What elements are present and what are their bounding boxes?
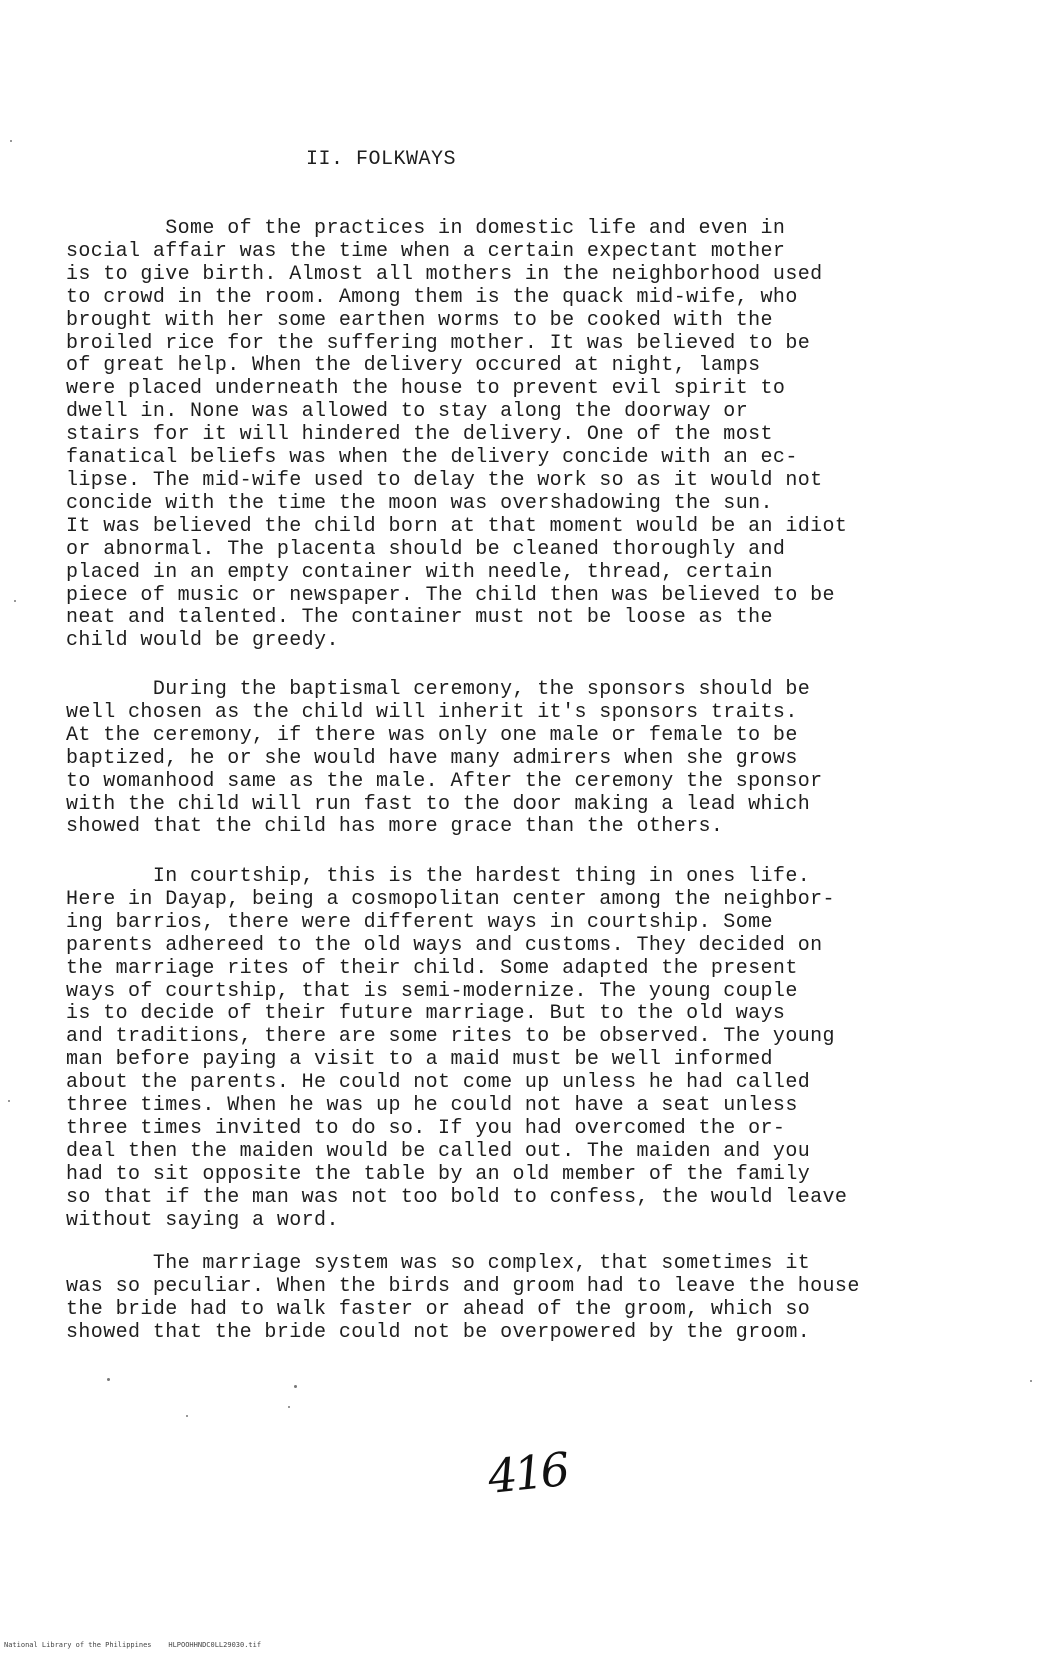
scan-speck xyxy=(294,1385,297,1388)
scan-speck xyxy=(107,1378,110,1381)
text-line: to womanhood same as the male. After the ceremony the sponsor xyxy=(66,769,823,793)
text-line: man before paying a visit to a maid must be well informed xyxy=(66,1048,773,1072)
text-line: so that if the man was not too bold to confess, the would leave xyxy=(66,1185,848,1209)
paragraph-childbirth xyxy=(66,218,966,653)
text-line: and traditions, there are some rites to be observed. The young xyxy=(66,1025,835,1049)
text-line: parents adhereed to the old ways and customs. They decided on xyxy=(66,933,823,957)
text-line: showed that the bride could not be overpowered by the groom. xyxy=(66,1320,811,1344)
scan-speck xyxy=(288,1406,290,1408)
text-line: dwell in. None was allowed to stay along the doorway or xyxy=(66,400,749,424)
text-line: three times. When he was up he could not have a seat unless xyxy=(66,1094,798,1118)
text-line: showed that the child has more grace than the others. xyxy=(66,815,724,839)
text-line: During the baptismal ceremony, the sponsors should be xyxy=(66,678,811,701)
text-line: three times invited to do so. If you had overcomed the or- xyxy=(66,1116,786,1140)
text-line: brought with her some earthen worms to be cooked with the xyxy=(66,308,773,332)
text-line: baptized, he or she would have many admirers when she grows xyxy=(66,746,798,770)
text-line: were placed underneath the house to prevent evil spirit to xyxy=(66,377,786,401)
section-title: II. FOLKWAYS xyxy=(306,148,457,171)
text-line: the bride had to walk faster or ahead of the groom, which so xyxy=(66,1297,811,1321)
scan-speck xyxy=(10,140,12,142)
text-line: placed in an empty container with needle, thread, certain xyxy=(66,560,773,584)
text-line: Here in Dayap, being a cosmopolitan center among the neighbor- xyxy=(66,887,835,911)
text-line: stairs for it will hindered the delivery. One of the most xyxy=(66,423,773,447)
text-line: well chosen as the child will inherit it's sponsors traits. xyxy=(66,700,798,724)
text-line: deal then the maiden would be called out. The maiden and you xyxy=(66,1139,811,1163)
text-line: Some of the practices in domestic life and even in xyxy=(66,217,786,240)
text-line: was so peculiar. When the birds and groom had to leave the house xyxy=(66,1274,860,1298)
text-line: It was believed the child born at that moment would be an idiot xyxy=(66,514,848,538)
text-line: ing barrios, there were different ways in courtship. Some xyxy=(66,910,773,934)
text-line: The marriage system was so complex, that sometimes it xyxy=(66,1252,811,1275)
text-line: about the parents. He could not come up unless he had called xyxy=(66,1071,811,1095)
text-line: is to decide of their future marriage. But to the old ways xyxy=(66,1002,786,1026)
scan-speck xyxy=(186,1415,188,1417)
scan-footer: National Library of the Philippines HLPOOHHNDC0LL29030.tif xyxy=(4,1641,262,1649)
text-line: At the ceremony, if there was only one male or female to be xyxy=(66,723,798,747)
text-line: social affair was the time when a certain expectant mother xyxy=(66,239,786,263)
text-line: neat and talented. The container must not be loose as the xyxy=(66,606,773,630)
scan-speck xyxy=(1030,1380,1032,1382)
handwritten-page-number: 416 xyxy=(485,1442,570,1504)
text-line: to crowd in the room. Among them is the quack mid-wife, who xyxy=(66,285,798,309)
paragraph-marriage xyxy=(66,1253,966,1345)
text-line: lipse. The mid-wife used to delay the work so as it would not xyxy=(66,468,823,492)
paragraph-courtship xyxy=(66,866,966,1233)
text-line: is to give birth. Almost all mothers in the neighborhood used xyxy=(66,262,823,286)
text-line: In courtship, this is the hardest thing in ones life. xyxy=(66,865,811,888)
text-line: child would be greedy. xyxy=(66,629,339,653)
scan-speck xyxy=(8,1100,10,1102)
text-line: broiled rice for the suffering mother. It was believed to be xyxy=(66,331,811,355)
text-line: of great help. When the delivery occured at night, lamps xyxy=(66,354,761,378)
text-line: piece of music or newspaper. The child then was believed to be xyxy=(66,583,835,607)
text-line: fanatical beliefs was when the delivery concide with an ec- xyxy=(66,446,798,470)
text-line: ways of courtship, that is semi-modernize. The young couple xyxy=(66,979,798,1003)
text-line: the marriage rites of their child. Some adapted the present xyxy=(66,956,798,980)
text-line: concide with the time the moon was overshadowing the sun. xyxy=(66,491,773,515)
paragraph-baptism xyxy=(66,679,966,839)
text-line: had to sit opposite the table by an old member of the family xyxy=(66,1162,811,1186)
text-line: without saying a word. xyxy=(66,1208,339,1232)
text-line: with the child will run fast to the door making a lead which xyxy=(66,792,811,816)
text-line: or abnormal. The placenta should be cleaned thoroughly and xyxy=(66,537,786,561)
scan-speck xyxy=(14,600,16,602)
